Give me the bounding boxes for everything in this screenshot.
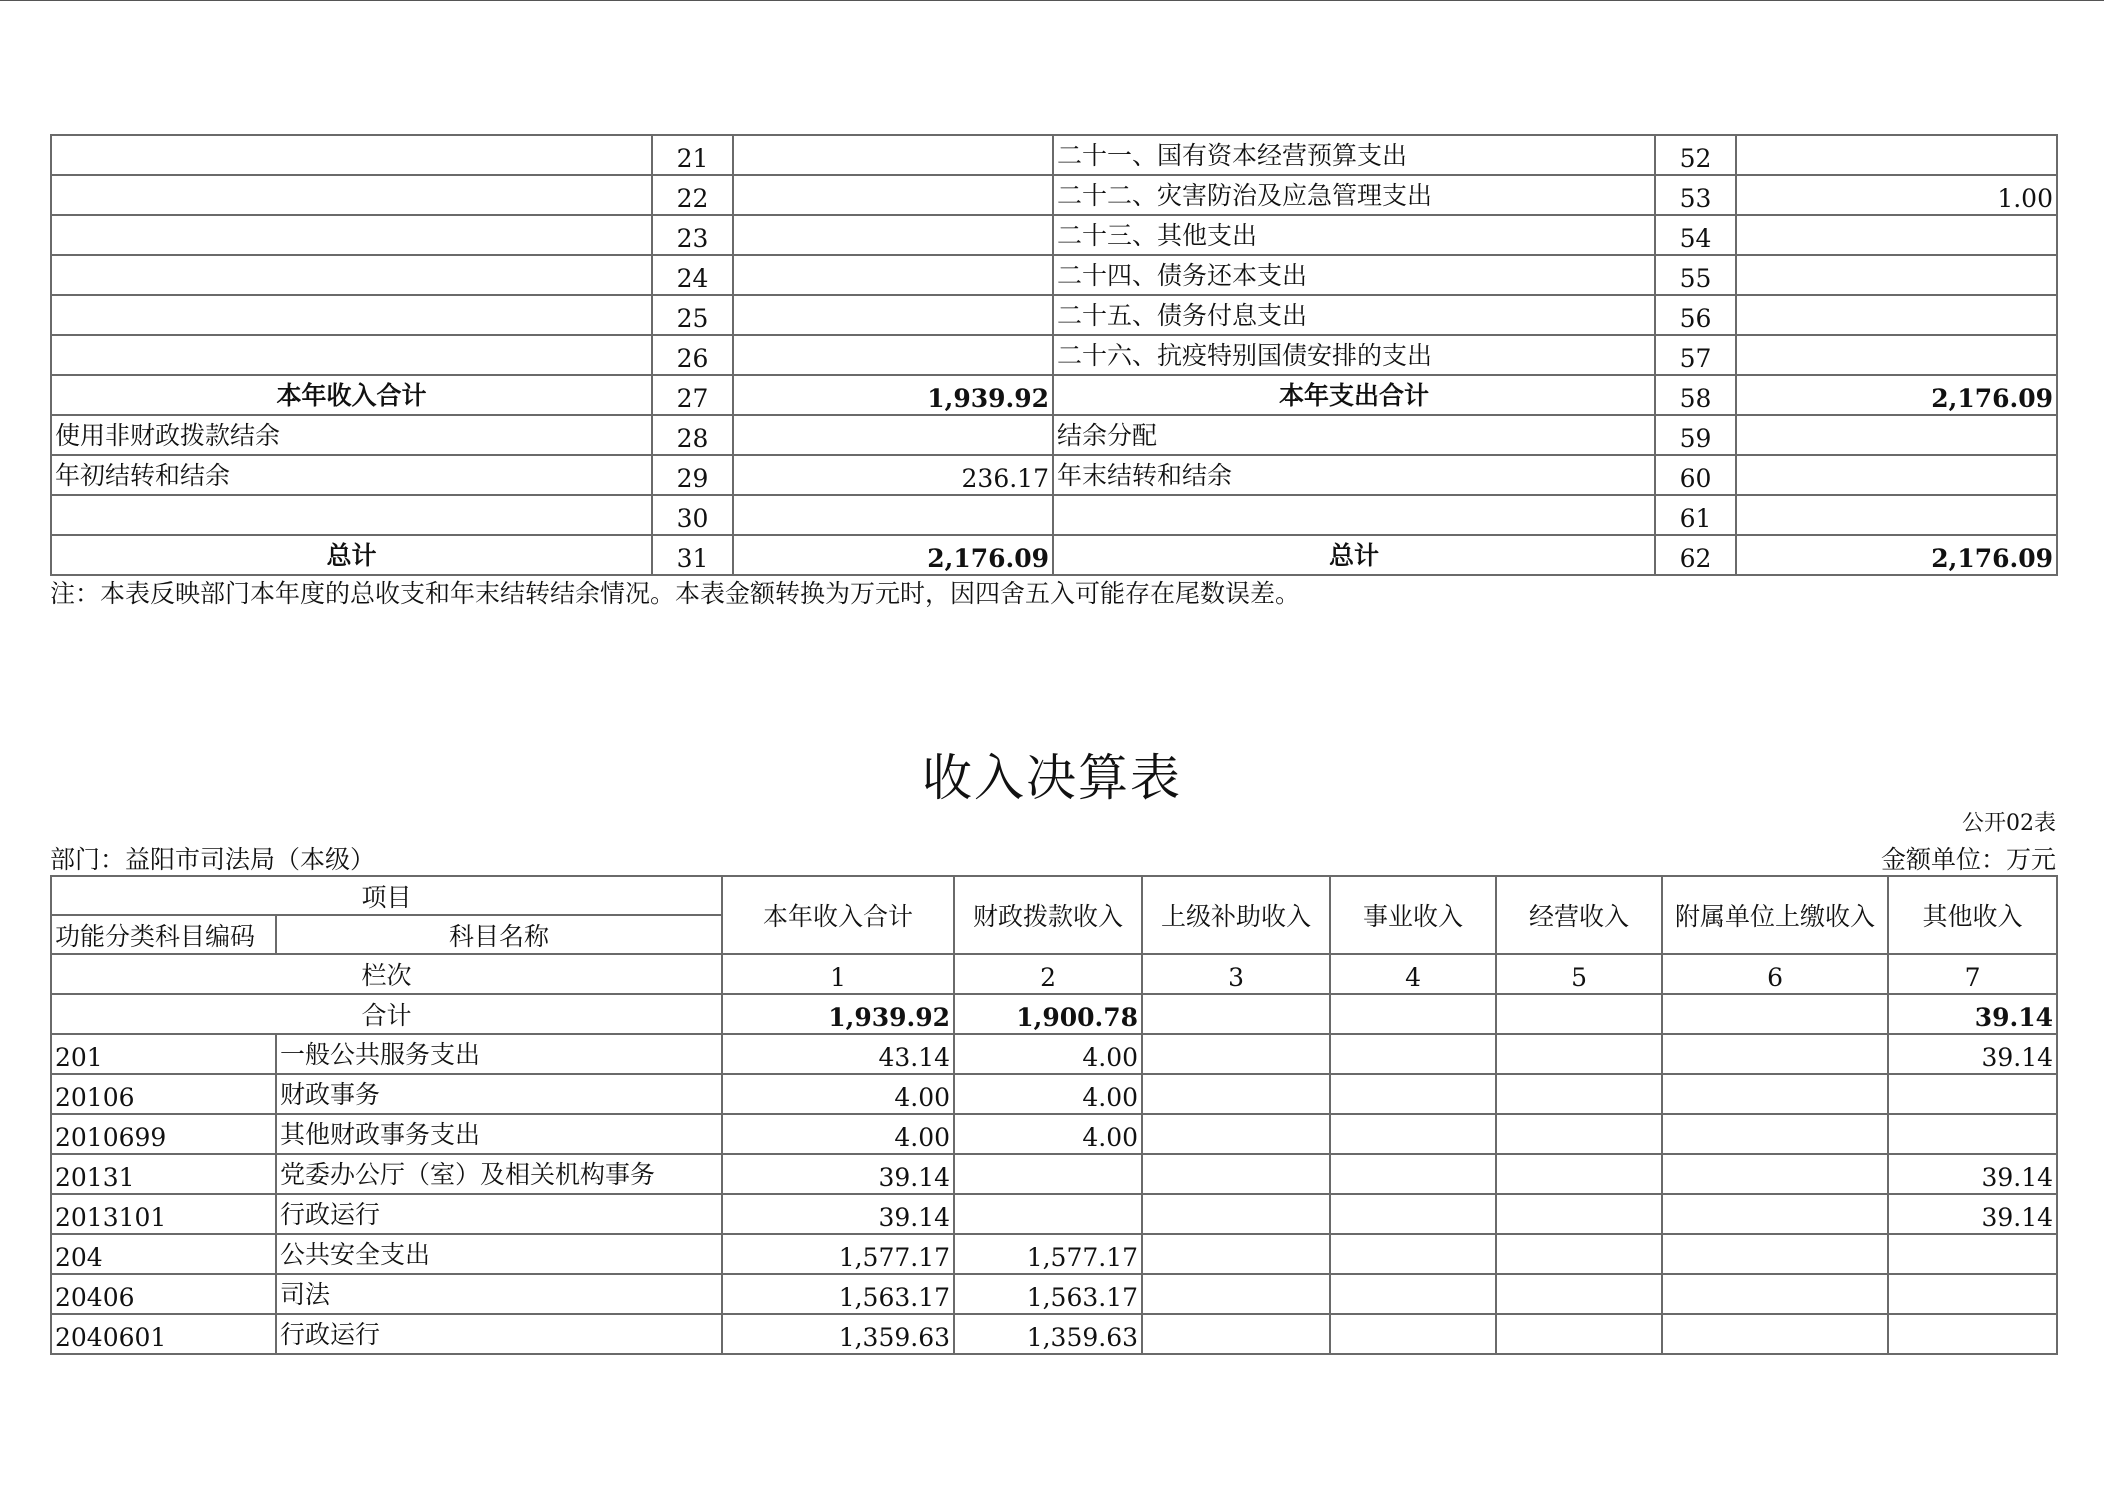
expense-item (1053, 495, 1655, 535)
amount-cell: 4.00 (722, 1114, 954, 1154)
expense-item: 二十六、抗疫特别国债安排的支出 (1053, 335, 1655, 375)
table-row (51, 295, 2057, 335)
expense-line-number: 56 (1655, 295, 1736, 335)
subject-name: 财政事务 (276, 1074, 722, 1114)
sum-label: 合计 (51, 994, 722, 1034)
expense-amount (1736, 215, 2057, 255)
expense-line-number: 62 (1655, 535, 1736, 575)
table-row (51, 1194, 2057, 1234)
amount-cell (1330, 1234, 1496, 1274)
header-item: 项目 (51, 876, 722, 915)
income-expense-summary-table (50, 134, 2058, 576)
income-line-number: 21 (652, 135, 733, 175)
table-row (51, 1074, 2057, 1114)
expense-line-number: 59 (1655, 415, 1736, 455)
amount-cell (1662, 1314, 1888, 1354)
amount-cell (1888, 1074, 2057, 1114)
amount-cell (1330, 1034, 1496, 1074)
amount-cell (954, 1194, 1142, 1234)
amount-cell (1330, 1154, 1496, 1194)
income-item (51, 495, 652, 535)
amount-cell (1330, 1114, 1496, 1154)
income-amount (733, 255, 1053, 295)
sum-value: 1,900.78 (954, 994, 1142, 1034)
page-title: 收入决算表 (922, 749, 1182, 807)
income-line-number: 27 (652, 375, 733, 415)
expense-line-number: 58 (1655, 375, 1736, 415)
income-line-number: 28 (652, 415, 733, 455)
amount-cell (1142, 1234, 1330, 1274)
amount-cell: 1,577.17 (954, 1234, 1142, 1274)
amount-cell (1662, 1194, 1888, 1234)
expense-amount (1736, 455, 2057, 495)
income-item: 年初结转和结余 (51, 455, 652, 495)
amount-cell (1496, 1234, 1662, 1274)
table-row (51, 495, 2057, 535)
sum-row (51, 994, 2057, 1034)
income-final-accounts-table (50, 875, 2058, 1355)
expense-amount (1736, 335, 2057, 375)
subject-name: 行政运行 (276, 1314, 722, 1354)
column-label: 栏次 (51, 954, 722, 994)
expense-amount: 1.00 (1736, 175, 2057, 215)
subject-code: 204 (51, 1234, 276, 1274)
amount-cell: 39.14 (1888, 1194, 2057, 1234)
amount-cell (1662, 1234, 1888, 1274)
subject-code: 2013101 (51, 1194, 276, 1234)
income-item (51, 215, 652, 255)
amount-cell: 1,577.17 (722, 1234, 954, 1274)
department-label: 部门：益阳市司法局（本级） (50, 845, 376, 874)
expense-item: 结余分配 (1053, 415, 1655, 455)
subject-code: 20106 (51, 1074, 276, 1114)
subject-code: 2040601 (51, 1314, 276, 1354)
amount-cell (1662, 1034, 1888, 1074)
expense-amount (1736, 495, 2057, 535)
amount-cell (1330, 1074, 1496, 1114)
header-superior: 上级补助收入 (1142, 876, 1330, 954)
sum-value: 1,939.92 (722, 994, 954, 1034)
income-line-number: 31 (652, 535, 733, 575)
amount-cell: 43.14 (722, 1034, 954, 1074)
amount-cell (1142, 1194, 1330, 1234)
amount-cell (1142, 1154, 1330, 1194)
expense-amount: 2,176.09 (1736, 375, 2057, 415)
amount-cell (1496, 1154, 1662, 1194)
income-amount: 2,176.09 (733, 535, 1053, 575)
column-number: 7 (1888, 954, 2057, 994)
income-item: 本年收入合计 (51, 375, 652, 415)
subject-code: 20131 (51, 1154, 276, 1194)
table-row (51, 415, 2057, 455)
table-row (51, 1154, 2057, 1194)
income-item (51, 135, 652, 175)
subject-name: 其他财政事务支出 (276, 1114, 722, 1154)
income-amount (733, 295, 1053, 335)
income-amount (733, 215, 1053, 255)
expense-line-number: 53 (1655, 175, 1736, 215)
amount-cell: 39.14 (722, 1194, 954, 1234)
table-row (51, 1234, 2057, 1274)
expense-item: 二十一、国有资本经营预算支出 (1053, 135, 1655, 175)
sum-value (1330, 994, 1496, 1034)
expense-amount: 2,176.09 (1736, 535, 2057, 575)
subject-name: 党委办公厅（室）及相关机构事务 (276, 1154, 722, 1194)
column-number: 5 (1496, 954, 1662, 994)
amount-cell: 1,359.63 (954, 1314, 1142, 1354)
expense-item: 年末结转和结余 (1053, 455, 1655, 495)
table-row (51, 375, 2057, 415)
amount-cell (1496, 1074, 1662, 1114)
table-row (51, 255, 2057, 295)
header-operating: 经营收入 (1496, 876, 1662, 954)
expense-line-number: 61 (1655, 495, 1736, 535)
column-number: 4 (1330, 954, 1496, 994)
expense-item: 总计 (1053, 535, 1655, 575)
table-number: 公开02表 (1962, 811, 2056, 836)
expense-amount (1736, 415, 2057, 455)
amount-cell (1496, 1114, 1662, 1154)
amount-cell (1142, 1314, 1330, 1354)
amount-cell (1496, 1274, 1662, 1314)
income-item (51, 295, 652, 335)
header-code: 功能分类科目编码 (51, 915, 276, 954)
amount-cell: 39.14 (1888, 1034, 2057, 1074)
amount-cell (1662, 1114, 1888, 1154)
income-amount (733, 175, 1053, 215)
column-number: 3 (1142, 954, 1330, 994)
expense-line-number: 57 (1655, 335, 1736, 375)
amount-cell (1888, 1314, 2057, 1354)
header-business: 事业收入 (1330, 876, 1496, 954)
subject-code: 2010699 (51, 1114, 276, 1154)
table-row (51, 135, 2057, 175)
amount-cell (1888, 1114, 2057, 1154)
column-number: 2 (954, 954, 1142, 994)
table-row (51, 335, 2057, 375)
column-number: 1 (722, 954, 954, 994)
income-line-number: 25 (652, 295, 733, 335)
amount-cell: 1,359.63 (722, 1314, 954, 1354)
income-item: 使用非财政拨款结余 (51, 415, 652, 455)
sum-value (1496, 994, 1662, 1034)
page-top-border (0, 0, 2104, 1)
header-other: 其他收入 (1888, 876, 2057, 954)
table-note: 注：本表反映部门本年度的总收支和年末结转结余情况。本表金额转换为万元时，因四舍五入可能存在尾数误差。 (50, 579, 1301, 608)
income-amount (733, 135, 1053, 175)
expense-amount (1736, 295, 2057, 335)
header-name: 科目名称 (276, 915, 722, 954)
income-line-number: 23 (652, 215, 733, 255)
amount-cell (1888, 1274, 2057, 1314)
amount-cell (1330, 1314, 1496, 1354)
amount-cell: 1,563.17 (722, 1274, 954, 1314)
subject-code: 20406 (51, 1274, 276, 1314)
table-row (51, 215, 2057, 255)
income-item (51, 335, 652, 375)
amount-cell (1662, 1274, 1888, 1314)
income-amount (733, 335, 1053, 375)
expense-amount (1736, 135, 2057, 175)
subject-name: 行政运行 (276, 1194, 722, 1234)
expense-line-number: 54 (1655, 215, 1736, 255)
header-total: 本年收入合计 (722, 876, 954, 954)
subject-name: 公共安全支出 (276, 1234, 722, 1274)
expense-amount (1736, 255, 2057, 295)
amount-cell (954, 1154, 1142, 1194)
subject-code: 201 (51, 1034, 276, 1074)
income-amount (733, 415, 1053, 455)
income-item (51, 255, 652, 295)
amount-cell: 4.00 (722, 1074, 954, 1114)
income-line-number: 26 (652, 335, 733, 375)
amount-cell (1888, 1234, 2057, 1274)
table-row (51, 1314, 2057, 1354)
amount-cell (1142, 1274, 1330, 1314)
table-row (51, 1274, 2057, 1314)
amount-cell: 39.14 (722, 1154, 954, 1194)
amount-cell (1142, 1074, 1330, 1114)
table-row (51, 535, 2057, 575)
expense-item: 二十四、债务还本支出 (1053, 255, 1655, 295)
amount-cell (1330, 1194, 1496, 1234)
header-affiliated: 附属单位上缴收入 (1662, 876, 1888, 954)
income-amount: 1,939.92 (733, 375, 1053, 415)
income-line-number: 29 (652, 455, 733, 495)
expense-item: 二十五、债务付息支出 (1053, 295, 1655, 335)
table-row (51, 175, 2057, 215)
income-line-number: 30 (652, 495, 733, 535)
expense-line-number: 60 (1655, 455, 1736, 495)
table-row (51, 1034, 2057, 1074)
amount-cell: 4.00 (954, 1114, 1142, 1154)
table-row (51, 455, 2057, 495)
expense-item: 二十三、其他支出 (1053, 215, 1655, 255)
amount-cell (1662, 1154, 1888, 1194)
income-line-number: 22 (652, 175, 733, 215)
amount-cell (1142, 1114, 1330, 1154)
expense-item: 本年支出合计 (1053, 375, 1655, 415)
sum-value (1662, 994, 1888, 1034)
amount-cell (1496, 1314, 1662, 1354)
sum-value (1142, 994, 1330, 1034)
expense-line-number: 55 (1655, 255, 1736, 295)
sum-value: 39.14 (1888, 994, 2057, 1034)
expense-line-number: 52 (1655, 135, 1736, 175)
income-item (51, 175, 652, 215)
income-amount: 236.17 (733, 455, 1053, 495)
header-fiscal: 财政拨款收入 (954, 876, 1142, 954)
amount-unit-label: 金额单位：万元 (1880, 845, 2056, 874)
expense-item: 二十二、灾害防治及应急管理支出 (1053, 175, 1655, 215)
column-number-row (51, 954, 2057, 994)
amount-cell (1662, 1074, 1888, 1114)
amount-cell: 4.00 (954, 1034, 1142, 1074)
amount-cell (1142, 1034, 1330, 1074)
subject-name: 一般公共服务支出 (276, 1034, 722, 1074)
column-number: 6 (1662, 954, 1888, 994)
amount-cell (1330, 1274, 1496, 1314)
income-line-number: 24 (652, 255, 733, 295)
income-item: 总计 (51, 535, 652, 575)
header-row (51, 876, 2057, 915)
subject-name: 司法 (276, 1274, 722, 1314)
amount-cell: 1,563.17 (954, 1274, 1142, 1314)
amount-cell (1496, 1194, 1662, 1234)
amount-cell (1496, 1034, 1662, 1074)
amount-cell: 4.00 (954, 1074, 1142, 1114)
amount-cell: 39.14 (1888, 1154, 2057, 1194)
income-amount (733, 495, 1053, 535)
table-row (51, 1114, 2057, 1154)
